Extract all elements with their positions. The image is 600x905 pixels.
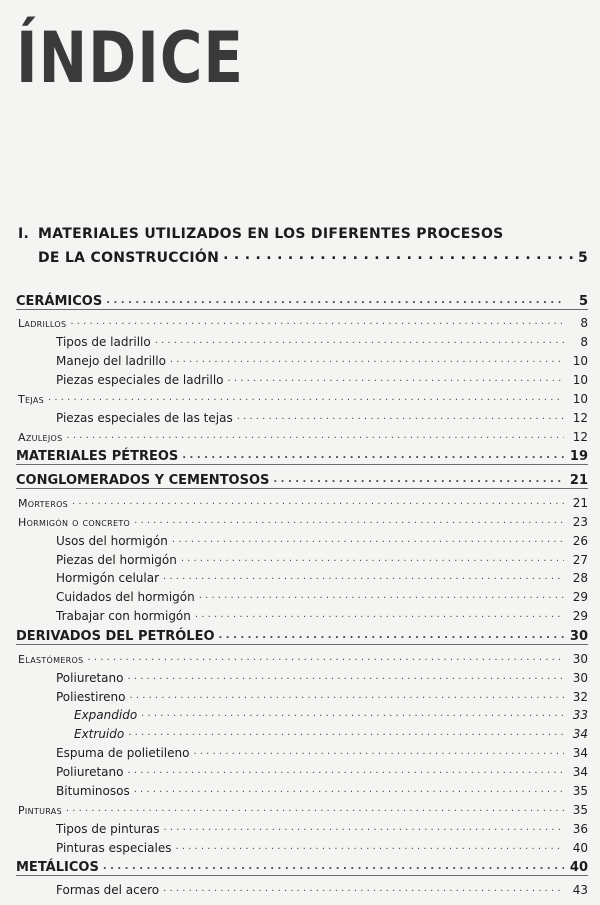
toc-entry[interactable] — [16, 760, 588, 779]
toc-entry[interactable] — [16, 779, 588, 798]
toc-entry-label: Pinturas especiales — [56, 840, 172, 855]
leader-dots — [48, 393, 564, 403]
leader-dots — [193, 747, 564, 757]
toc-entry-page-number: 32 — [572, 689, 588, 704]
leader-dots — [134, 516, 564, 526]
leader-dots — [163, 572, 564, 582]
leader-dots — [175, 842, 564, 852]
toc-entry[interactable] — [16, 387, 588, 406]
toc-entry-page-number: 34 — [572, 727, 588, 742]
toc-entry-label: Poliuretano — [56, 670, 124, 685]
leader-dots — [182, 451, 564, 461]
leader-dots — [130, 691, 565, 701]
toc-entry-label: Trabajar con hormigón — [56, 609, 191, 624]
toc-entry-label: Espuma de polietileno — [56, 746, 190, 761]
toc-entry-label: Formas del acero — [56, 883, 160, 898]
toc-entry-label: Poliestireno — [56, 689, 126, 704]
toc-entry[interactable] — [16, 855, 588, 877]
leader-dots — [164, 823, 564, 833]
toc-entry-label: CERÁMICOS — [16, 293, 103, 309]
toc-entry-page-number: 10 — [572, 373, 588, 388]
toc-entry[interactable] — [16, 312, 588, 331]
leader-dots — [70, 317, 564, 327]
toc-entry[interactable] — [16, 685, 588, 704]
chapter-heading-line1 — [18, 226, 588, 246]
toc-entry[interactable] — [16, 585, 588, 604]
toc-entry-label: Cuidados del hormigón — [56, 590, 195, 605]
toc-entry[interactable] — [16, 444, 588, 466]
leader-dots — [195, 610, 564, 620]
toc-entry-page-number: 10 — [572, 392, 588, 407]
toc-entry-page-number: 33 — [572, 708, 588, 723]
toc-entry[interactable] — [16, 798, 588, 817]
chapter-heading — [18, 226, 588, 266]
chapter-heading-line2 — [18, 246, 588, 266]
toc-entry[interactable] — [16, 288, 588, 310]
toc-entry[interactable] — [16, 425, 588, 444]
leader-dots — [134, 785, 564, 795]
toc-entry-page-number: 40 — [569, 860, 588, 876]
toc-entry-label: Expandido — [74, 708, 138, 723]
toc-entry-label: Hormigón o concreto — [18, 515, 131, 529]
chapter-number: I. — [18, 226, 30, 242]
leader-dots — [66, 804, 564, 814]
toc-entry-label: Manejo del ladrillo — [56, 354, 166, 369]
toc-entry-page-number: 26 — [572, 533, 588, 548]
toc-entry-label: Bituminosos — [56, 783, 130, 798]
toc-entry-page-number: 12 — [572, 410, 588, 425]
leader-dots — [88, 653, 564, 663]
toc-entry[interactable] — [16, 623, 588, 645]
toc-entry-label: Tipos de pinturas — [56, 821, 160, 836]
leader-dots — [67, 431, 564, 441]
toc-entry[interactable] — [16, 817, 588, 836]
leader-dots — [228, 374, 564, 384]
chapter-title-line2: DE LA CONSTRUCCIÓN — [38, 250, 220, 266]
toc-entry[interactable] — [16, 510, 588, 529]
leader-dots — [273, 475, 564, 485]
toc-entry-label: Azulejos — [18, 430, 63, 444]
toc-entry-page-number: 34 — [572, 746, 588, 761]
toc-entry-label: Usos del hormigón — [56, 533, 168, 548]
toc-entry-page-number: 8 — [580, 316, 588, 331]
toc-entry-label: Ladrillos — [18, 317, 67, 331]
toc-entry-label: Extruido — [74, 727, 125, 742]
toc-entry[interactable] — [16, 741, 588, 760]
toc-entry-page-number: 30 — [569, 628, 588, 644]
toc-entry-label: Elastómeros — [18, 652, 84, 666]
toc-entry-label: MATERIALES PÉTREOS — [16, 449, 179, 465]
toc-entry[interactable] — [16, 604, 588, 623]
toc-entry[interactable] — [16, 567, 588, 586]
toc-entry[interactable] — [16, 491, 588, 510]
toc-entry-label: Piezas especiales de ladrillo — [56, 373, 224, 388]
toc-entry[interactable] — [16, 467, 588, 489]
leader-dots — [155, 336, 564, 346]
toc-entry-label: Hormigón celular — [56, 571, 160, 586]
toc-entry-page-number: 36 — [572, 821, 588, 836]
toc-entry[interactable] — [16, 349, 588, 368]
table-of-contents — [16, 288, 588, 897]
toc-entry[interactable] — [16, 836, 588, 855]
leader-dots — [219, 631, 564, 641]
toc-entry-page-number: 5 — [578, 293, 588, 309]
toc-entry-page-number: 10 — [572, 354, 588, 369]
toc-entry[interactable] — [16, 704, 588, 723]
page-title: ÍNDICE — [16, 15, 245, 99]
toc-entry-page-number: 43 — [572, 883, 588, 898]
toc-entry-page-number: 27 — [572, 552, 588, 567]
toc-entry-page-number: 21 — [572, 495, 588, 510]
toc-entry[interactable] — [16, 647, 588, 666]
toc-entry-label: Poliuretano — [56, 765, 124, 780]
toc-entry-label: CONGLOMERADOS Y CEMENTOSOS — [16, 473, 270, 489]
toc-entry-label: Tejas — [18, 393, 45, 407]
leader-dots — [141, 709, 564, 719]
leader-dots — [172, 535, 564, 545]
leader-dots — [128, 728, 564, 738]
toc-entry[interactable] — [16, 406, 588, 425]
toc-entry-page-number: 30 — [572, 651, 588, 666]
toc-entry[interactable] — [16, 666, 588, 685]
toc-entry-page-number: 19 — [569, 449, 588, 465]
leader-dots — [127, 672, 564, 682]
toc-entry-page-number: 35 — [572, 783, 588, 798]
toc-entry-page-number: 29 — [572, 590, 588, 605]
leader-dots — [103, 862, 564, 872]
toc-entry-page-number: 8 — [580, 335, 588, 350]
toc-entry-label: Tipos de ladrillo — [56, 335, 151, 350]
toc-entry-page-number: 21 — [569, 473, 588, 489]
leader-dots — [170, 355, 564, 365]
toc-entry-label: METÁLICOS — [16, 860, 99, 876]
toc-entry-page-number: 23 — [572, 514, 588, 529]
toc-entry-label: DERIVADOS DEL PETRÓLEO — [16, 628, 215, 644]
toc-entry-page-number: 28 — [572, 571, 588, 586]
toc-entry[interactable] — [16, 368, 588, 387]
chapter-page-number: 5 — [577, 250, 588, 266]
leader-dots — [163, 884, 564, 894]
toc-entry-label: Morteros — [18, 496, 69, 510]
leader-dots — [72, 497, 564, 507]
leader-dots — [237, 412, 564, 422]
toc-entry-page-number: 30 — [572, 670, 588, 685]
leader-dots — [106, 296, 564, 306]
toc-entry[interactable] — [16, 878, 588, 897]
toc-entry-page-number: 12 — [572, 429, 588, 444]
leader-dots — [199, 591, 564, 601]
leader-dots — [181, 554, 564, 564]
leader-dots — [223, 248, 574, 262]
toc-entry-page-number: 40 — [572, 840, 588, 855]
toc-entry[interactable] — [16, 548, 588, 567]
toc-entry[interactable] — [16, 529, 588, 548]
toc-entry-label: Piezas especiales de las tejas — [56, 410, 233, 425]
toc-entry-page-number: 29 — [572, 609, 588, 624]
toc-entry[interactable] — [16, 330, 588, 349]
leader-dots — [127, 766, 564, 776]
toc-entry-label: Piezas del hormigón — [56, 552, 177, 567]
toc-entry-page-number: 34 — [572, 765, 588, 780]
toc-entry-page-number: 35 — [572, 802, 588, 817]
chapter-title-line1: MATERIALES UTILIZADOS EN LOS DIFERENTES PROCESOS — [38, 226, 504, 242]
toc-entry-label: Pinturas — [18, 803, 62, 817]
toc-entry[interactable] — [16, 722, 588, 741]
